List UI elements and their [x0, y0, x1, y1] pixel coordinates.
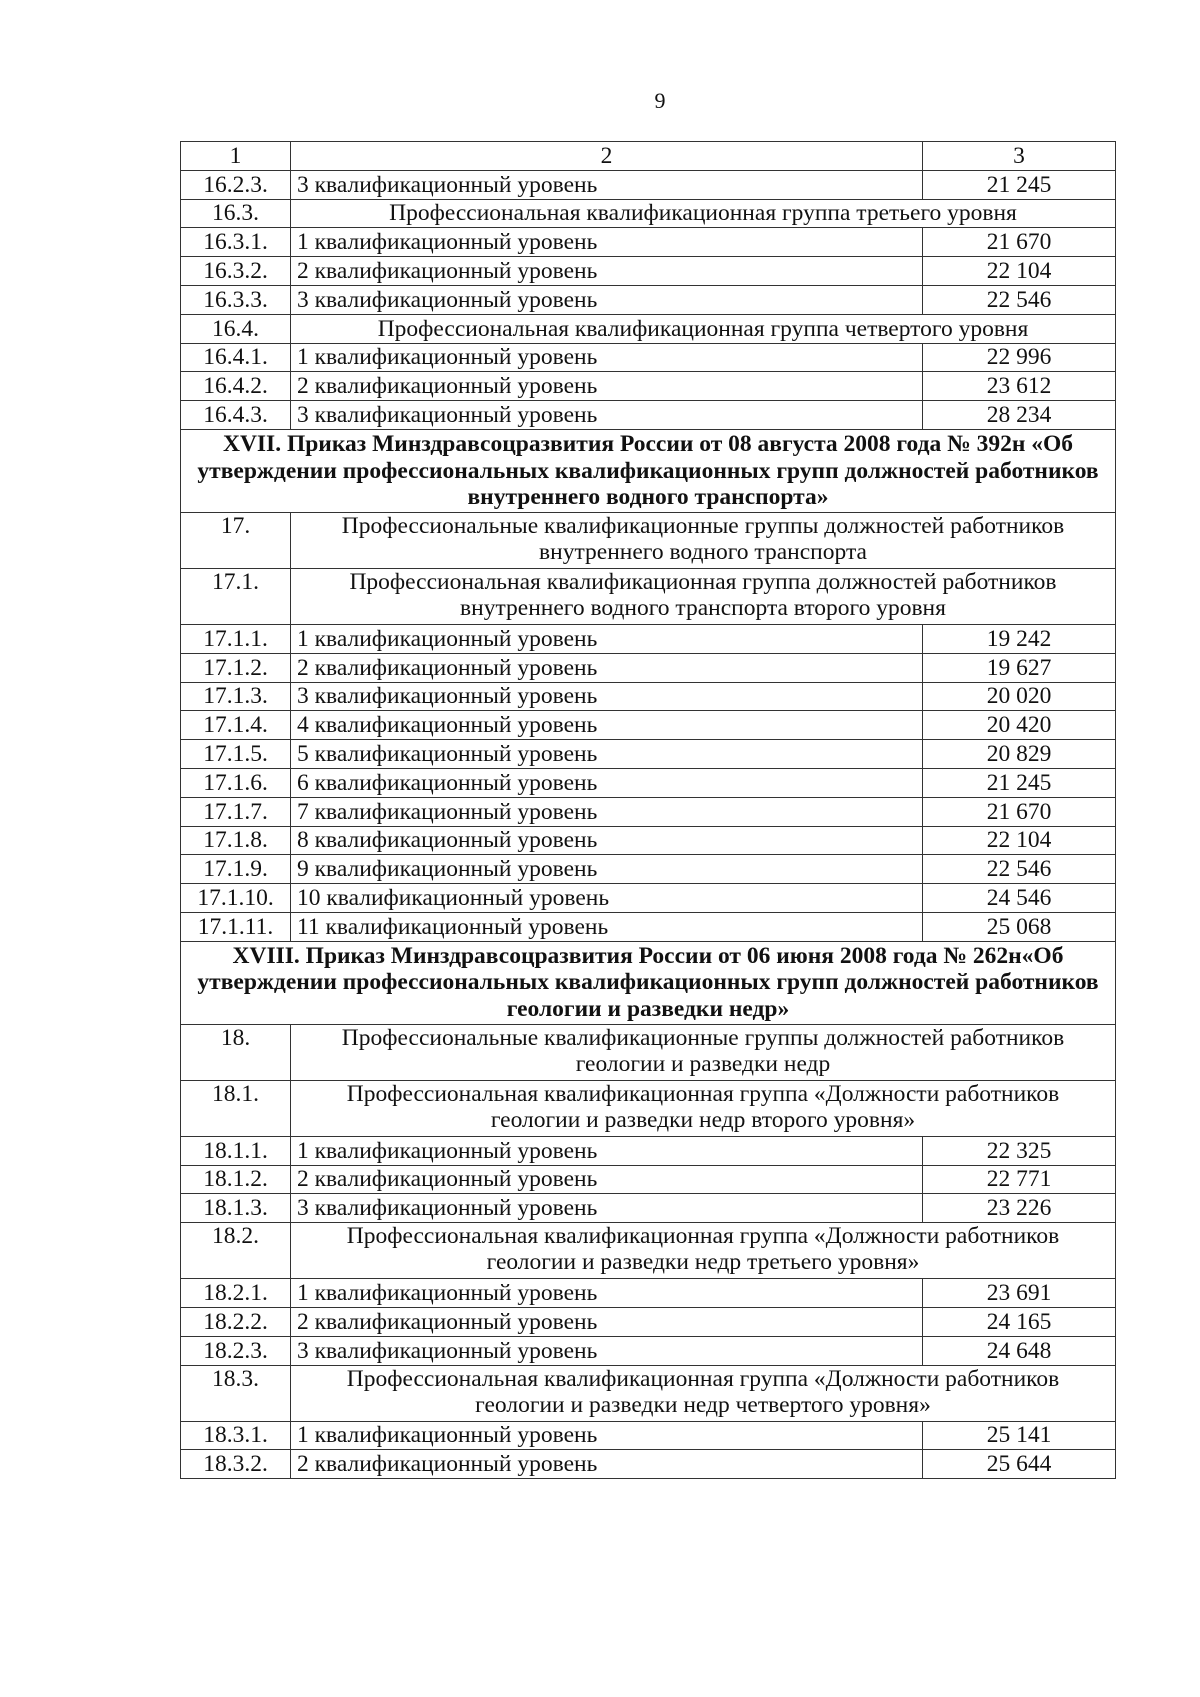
section-heading-row [181, 429, 1116, 512]
row-number: 17.1.8. [181, 826, 291, 855]
group-title: Профессиональная квалификационная группа «Должности работников геологии и разведки недр третьего уровня» [291, 1223, 1116, 1279]
salary-value: 25 141 [923, 1421, 1116, 1450]
qualification-level: 10 квалификационный уровень [291, 884, 923, 913]
salary-table-body [181, 142, 1116, 1479]
qualification-level: 2 квалификационный уровень [291, 1450, 923, 1479]
salary-value: 22 546 [923, 285, 1116, 314]
salary-value: 24 165 [923, 1307, 1116, 1336]
row-number: 18.2.3. [181, 1336, 291, 1365]
group-number: 16.3. [181, 199, 291, 228]
qualification-level: 1 квалификационный уровень [291, 624, 923, 653]
header-col-1: 1 [181, 142, 291, 171]
salary-value: 25 068 [923, 912, 1116, 941]
row-number: 18.1.3. [181, 1194, 291, 1223]
group-row [181, 199, 1116, 228]
qualification-level: 1 квалификационный уровень [291, 1279, 923, 1308]
qualification-level: 2 квалификационный уровень [291, 653, 923, 682]
qualification-level: 4 квалификационный уровень [291, 711, 923, 740]
row-number: 18.1.2. [181, 1165, 291, 1194]
salary-value: 24 546 [923, 884, 1116, 913]
row-number: 17.1.7. [181, 797, 291, 826]
row-number: 16.2.3. [181, 170, 291, 199]
salary-value: 23 226 [923, 1194, 1116, 1223]
table-row [181, 1336, 1116, 1365]
salary-table [180, 141, 1116, 1479]
row-number: 17.1.11. [181, 912, 291, 941]
table-row [181, 343, 1116, 372]
salary-value: 23 691 [923, 1279, 1116, 1308]
qualification-level: 3 квалификационный уровень [291, 1194, 923, 1223]
table-row [181, 653, 1116, 682]
table-row [181, 1307, 1116, 1336]
row-number: 17.1.10. [181, 884, 291, 913]
group-title: Профессиональные квалификационные группы должностей работников геологии и разведки недр [291, 1024, 1116, 1080]
qualification-level: 3 квалификационный уровень [291, 401, 923, 430]
group-row [181, 1223, 1116, 1279]
group-row [181, 1024, 1116, 1080]
group-title: Профессиональная квалификационная группа третьего уровня [291, 199, 1116, 228]
salary-value: 20 829 [923, 740, 1116, 769]
qualification-level: 2 квалификационный уровень [291, 1165, 923, 1194]
table-row [181, 257, 1116, 286]
header-col-3: 3 [923, 142, 1116, 171]
qualification-level: 7 квалификационный уровень [291, 797, 923, 826]
salary-value: 20 020 [923, 682, 1116, 711]
salary-value: 22 546 [923, 855, 1116, 884]
salary-value: 22 771 [923, 1165, 1116, 1194]
group-row [181, 512, 1116, 568]
salary-value: 28 234 [923, 401, 1116, 430]
qualification-level: 9 квалификационный уровень [291, 855, 923, 884]
table-row [181, 1421, 1116, 1450]
table-row [181, 711, 1116, 740]
group-row [181, 1080, 1116, 1136]
row-number: 16.3.1. [181, 228, 291, 257]
qualification-level: 1 квалификационный уровень [291, 343, 923, 372]
qualification-level: 1 квалификационный уровень [291, 228, 923, 257]
salary-value: 22 996 [923, 343, 1116, 372]
qualification-level: 1 квалификационный уровень [291, 1421, 923, 1450]
group-title: Профессиональная квалификационная группа должностей работников внутреннего водного транспорта второго уровня [291, 568, 1116, 624]
salary-value: 21 670 [923, 228, 1116, 257]
group-row [181, 314, 1116, 343]
table-row [181, 826, 1116, 855]
header-col-2: 2 [291, 142, 923, 171]
group-title: Профессиональная квалификационная группа четвертого уровня [291, 314, 1116, 343]
row-number: 17.1.4. [181, 711, 291, 740]
qualification-level: 11 квалификационный уровень [291, 912, 923, 941]
qualification-level: 3 квалификационный уровень [291, 682, 923, 711]
qualification-level: 5 квалификационный уровень [291, 740, 923, 769]
group-row [181, 568, 1116, 624]
table-row [181, 1279, 1116, 1308]
salary-value: 20 420 [923, 711, 1116, 740]
salary-value: 21 245 [923, 768, 1116, 797]
group-title: Профессиональные квалификационные группы должностей работников внутреннего водного транспорта [291, 512, 1116, 568]
row-number: 16.3.2. [181, 257, 291, 286]
table-row [181, 372, 1116, 401]
table-row [181, 740, 1116, 769]
salary-value: 23 612 [923, 372, 1116, 401]
qualification-level: 3 квалификационный уровень [291, 1336, 923, 1365]
row-number: 17.1.1. [181, 624, 291, 653]
row-number: 18.3.1. [181, 1421, 291, 1450]
row-number: 16.4.1. [181, 343, 291, 372]
table-row [181, 170, 1116, 199]
row-number: 18.3.2. [181, 1450, 291, 1479]
row-number: 16.4.3. [181, 401, 291, 430]
qualification-level: 8 квалификационный уровень [291, 826, 923, 855]
salary-value: 22 104 [923, 257, 1116, 286]
salary-value: 22 104 [923, 826, 1116, 855]
table-header-row [181, 142, 1116, 171]
section-heading: XVII. Приказ Минздравсоцразвития России от 08 августа 2008 года № 392н «Об утверждении профессиональных квалификационных групп должностей работников внутреннего водного транспорта» [181, 429, 1116, 512]
section-heading: XVIII. Приказ Минздравсоцразвития России от 06 июня 2008 года № 262н«Об утверждении профессиональных квалификационных групп должностей работников геологии и разведки недр» [181, 941, 1116, 1024]
qualification-level: 6 квалификационный уровень [291, 768, 923, 797]
salary-value: 19 627 [923, 653, 1116, 682]
group-title: Профессиональная квалификационная группа «Должности работников геологии и разведки недр второго уровня» [291, 1080, 1116, 1136]
row-number: 18.2.2. [181, 1307, 291, 1336]
group-number: 18.2. [181, 1223, 291, 1279]
row-number: 17.1.2. [181, 653, 291, 682]
qualification-level: 2 квалификационный уровень [291, 1307, 923, 1336]
salary-value: 19 242 [923, 624, 1116, 653]
row-number: 17.1.9. [181, 855, 291, 884]
table-row [181, 401, 1116, 430]
table-row [181, 624, 1116, 653]
table-row [181, 768, 1116, 797]
group-number: 17.1. [181, 568, 291, 624]
qualification-level: 1 квалификационный уровень [291, 1136, 923, 1165]
group-number: 18. [181, 1024, 291, 1080]
qualification-level: 2 квалификационный уровень [291, 372, 923, 401]
group-number: 18.1. [181, 1080, 291, 1136]
salary-value: 21 245 [923, 170, 1116, 199]
qualification-level: 2 квалификационный уровень [291, 257, 923, 286]
salary-value: 22 325 [923, 1136, 1116, 1165]
salary-value: 21 670 [923, 797, 1116, 826]
group-number: 18.3. [181, 1365, 291, 1421]
table-row [181, 912, 1116, 941]
table-row [181, 228, 1116, 257]
page-number: 9 [654, 88, 666, 113]
group-number: 17. [181, 512, 291, 568]
table-row [181, 682, 1116, 711]
table-row [181, 1194, 1116, 1223]
table-row [181, 884, 1116, 913]
row-number: 16.4.2. [181, 372, 291, 401]
group-number: 16.4. [181, 314, 291, 343]
table-row [181, 285, 1116, 314]
row-number: 18.2.1. [181, 1279, 291, 1308]
qualification-level: 3 квалификационный уровень [291, 170, 923, 199]
row-number: 17.1.6. [181, 768, 291, 797]
row-number: 18.1.1. [181, 1136, 291, 1165]
group-row [181, 1365, 1116, 1421]
salary-value: 25 644 [923, 1450, 1116, 1479]
row-number: 16.3.3. [181, 285, 291, 314]
row-number: 17.1.5. [181, 740, 291, 769]
table-row [181, 1165, 1116, 1194]
table-row [181, 1136, 1116, 1165]
table-row [181, 1450, 1116, 1479]
table-row [181, 797, 1116, 826]
qualification-level: 3 квалификационный уровень [291, 285, 923, 314]
table-row [181, 855, 1116, 884]
section-heading-row [181, 941, 1116, 1024]
salary-value: 24 648 [923, 1336, 1116, 1365]
row-number: 17.1.3. [181, 682, 291, 711]
group-title: Профессиональная квалификационная группа «Должности работников геологии и разведки недр четвертого уровня» [291, 1365, 1116, 1421]
